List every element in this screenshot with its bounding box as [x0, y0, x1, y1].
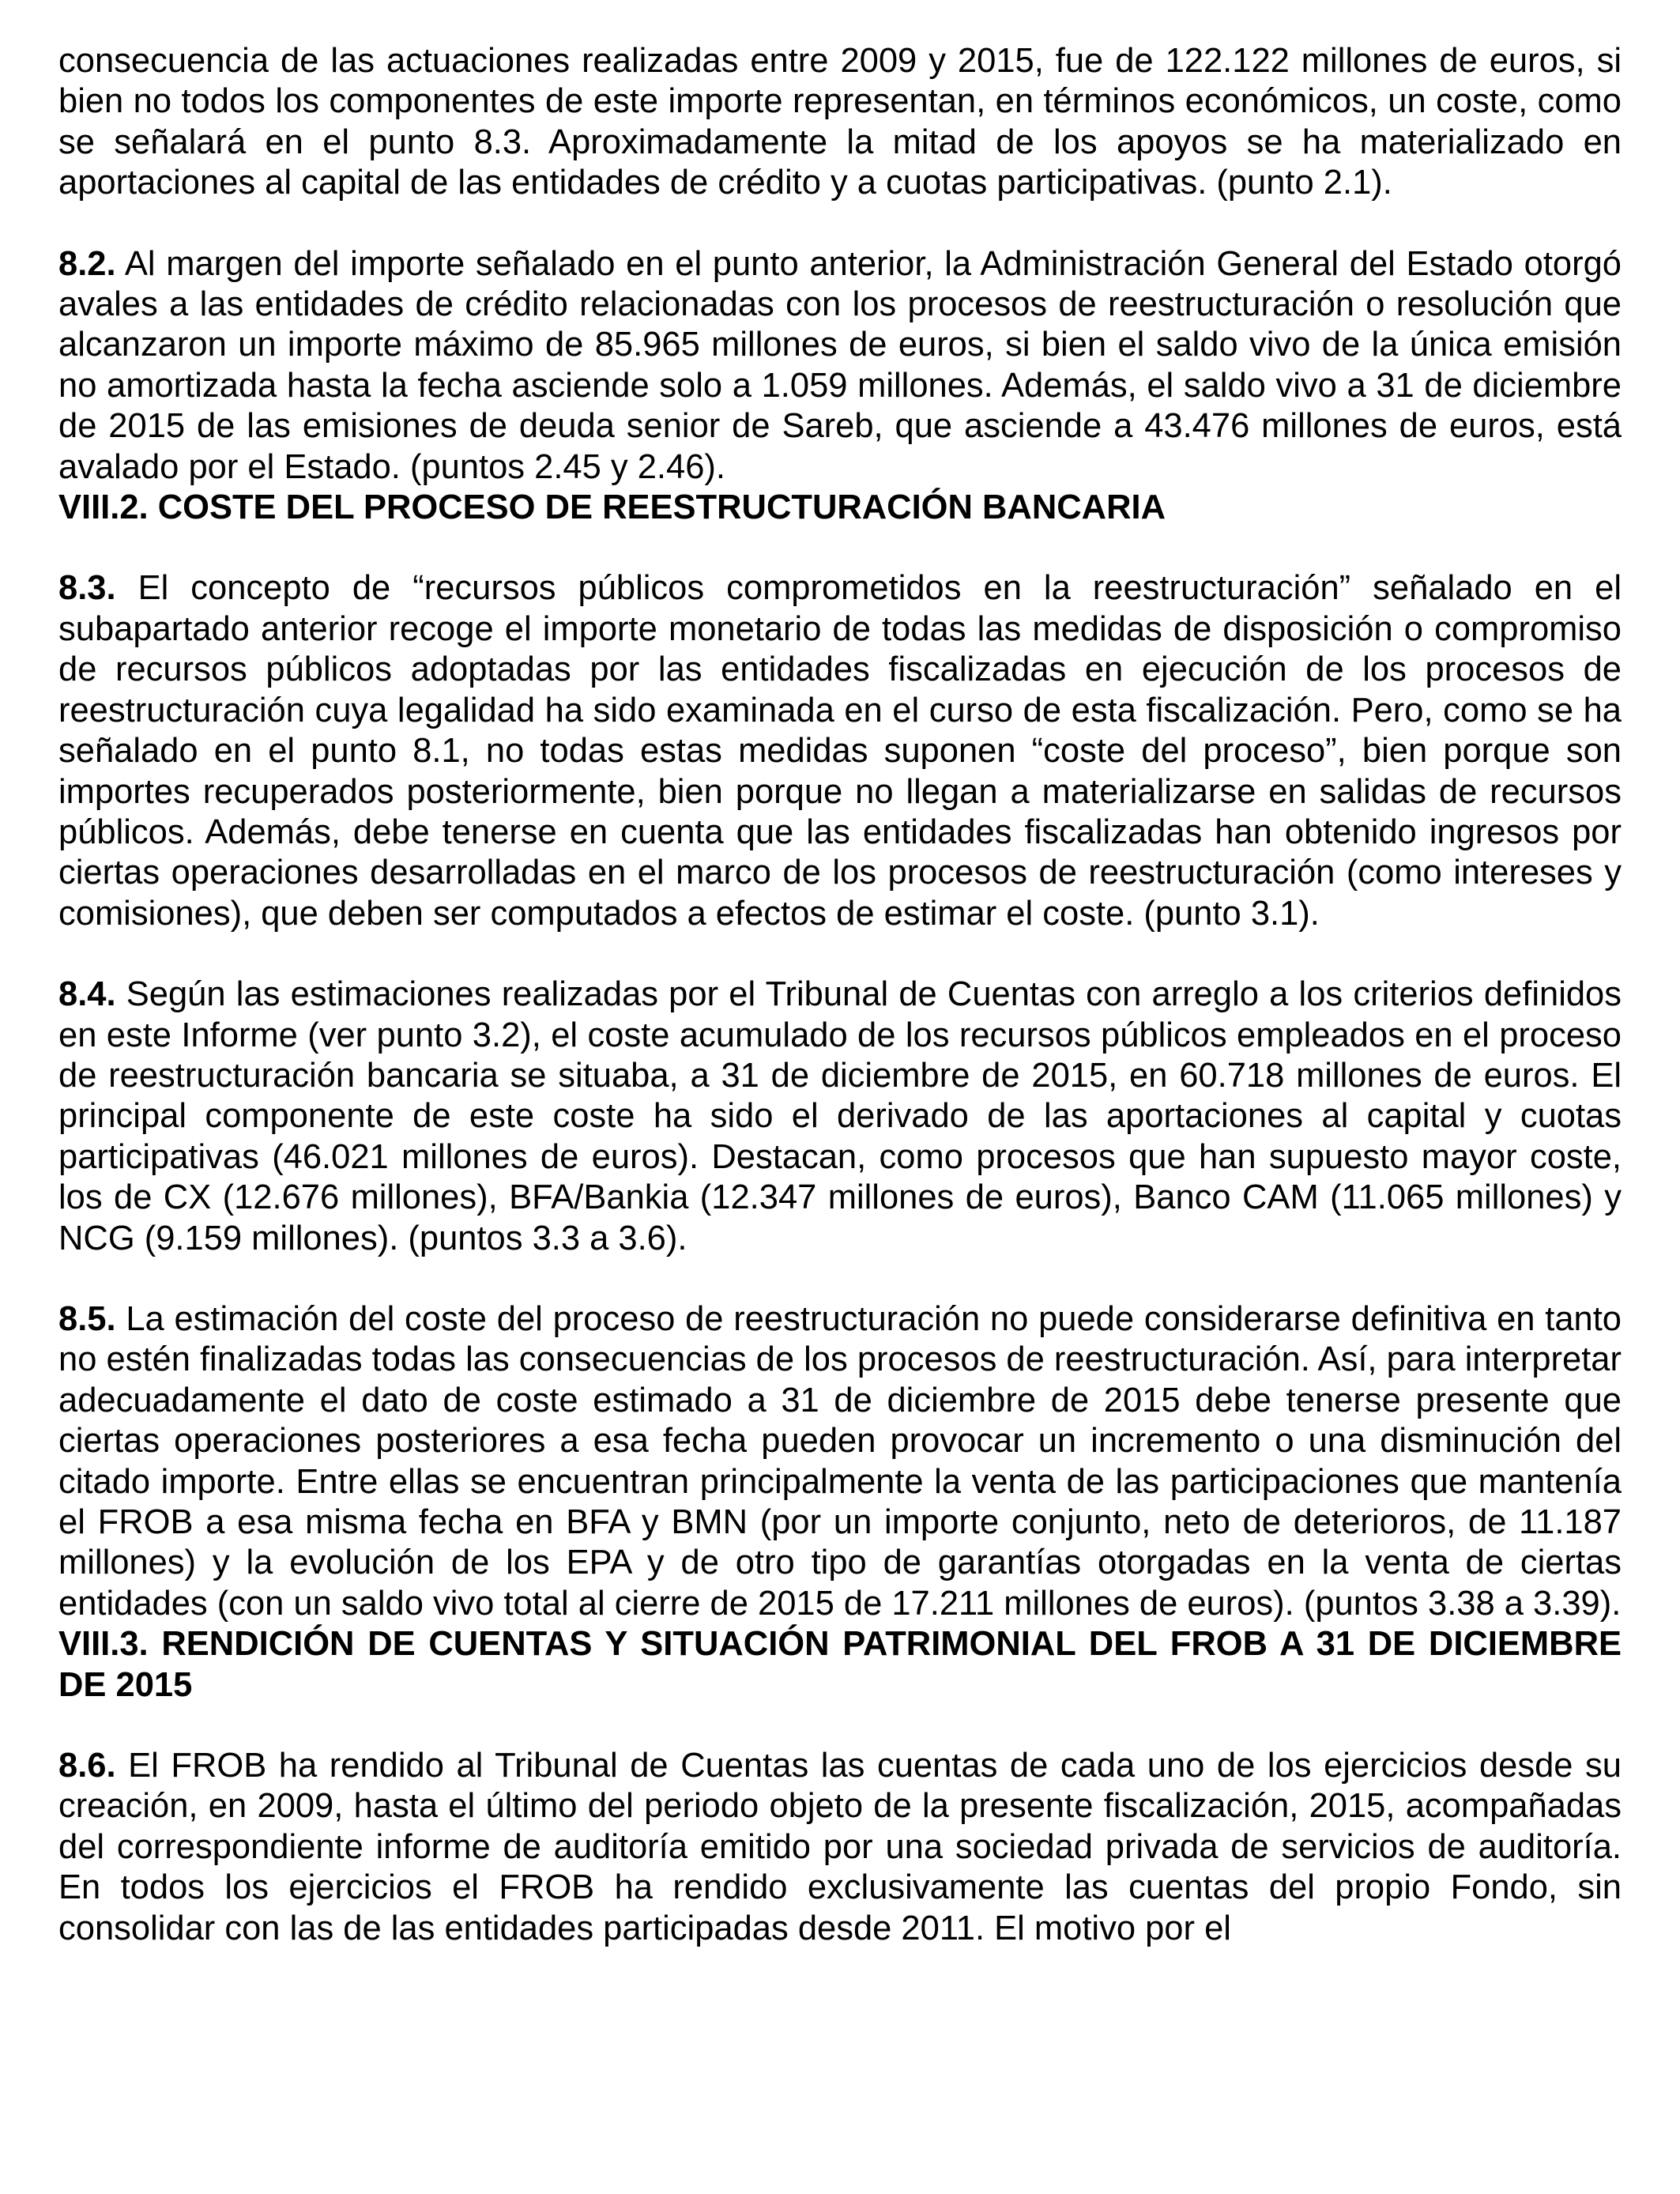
paragraph-8-4	[58, 974, 1622, 1259]
paragraph-text: Según las estimaciones realizadas por el Tribunal de Cuentas con arreglo a los criterios definidos en este Informe (ver punto 3.2), el coste acumulado de los recursos públicos empleados en el proceso de reestructuración bancaria se situaba, a 31 de diciembre de 2015, en 60.718 millones de euros. El principal componente de este coste ha sido el derivado de las aportaciones al capital y cuotas participativas (46.021 millones de euros). Destacan, como procesos que han supuesto mayor coste, los de CX (12.676 millones), BFA/Bankia (12.347 millones de euros), Banco CAM (11.065 millones) y NCG (9.159 millones). (puntos 3.3 a 3.6).	[58, 975, 1622, 1257]
paragraph-text: La estimación del coste del proceso de reestructuración no puede considerarse definitiva en tanto no estén finalizadas todas las consecuencias de los procesos de reestructuración. Así, para interpretar adecuadamente el dato de coste estimado a 31 de diciembre de 2015 debe tenerse presente que ciertas operaciones posteriores a esa fecha pueden provocar un incremento o una disminución del citado importe. Entre ellas se encuentran principalmente la venta de las participaciones que mantenía el FROB a esa misma fecha en BFA y BMN (por un importe conjunto, neto de deterioros, de 11.187 millones) y la evolución de los EPA y de otro tipo de garantías otorgadas en la venta de ciertas entidades (con un saldo vivo total al cierre de 2015 de 17.211 millones de euros). (puntos 3.38 a 3.39).	[58, 1299, 1622, 1623]
paragraph-8-5	[58, 1299, 1622, 1624]
paragraph-text: El concepto de “recursos públicos comprometidos en la reestructuración” señalado en el subapartado anterior recoge el importe monetario de todas las medidas de disposición o compromiso de recursos públicos adoptadas por las entidades fiscalizadas en ejecución de los procesos de reestructuración cuya legalidad ha sido examinada en el curso de esta fiscalización. Pero, como se ha señalado en el punto 8.1, no todas estas medidas suponen “coste del proceso”, bien porque son importes recuperados posteriormente, bien porque no llegan a materializarse en salidas de recursos públicos. Además, debe tenerse en cuenta que las entidades fiscalizadas han obtenido ingresos por ciertas operaciones desarrolladas en el marco de los procesos de reestructuración (como intereses y comisiones), que deben ser computados a efectos de estimar el coste. (punto 3.1).	[58, 569, 1622, 933]
section-heading-viii-2: VIII.2. COSTE DEL PROCESO DE REESTRUCTURACIÓN BANCARIA	[58, 488, 1166, 527]
paragraph-number: 8.3.	[58, 569, 116, 608]
paragraph-text: Al margen del importe señalado en el punto anterior, la Administración General del Estado otorgó avales a las entidades de crédito relacionadas con los procesos de reestructuración o resolución que alcanzaron un importe máximo de 85.965 millones de euros, si bien el saldo vivo de la única emisión no amortizada hasta la fecha asciende solo a 1.059 millones. Además, el saldo vivo a 31 de diciembre de 2015 de las emisiones de deuda senior de Sareb, que asciende a 43.476 millones de euros, está avalado por el Estado. (puntos 2.45 y 2.46).	[58, 244, 1622, 486]
paragraph-8-2	[58, 244, 1622, 488]
paragraph-continuation	[58, 41, 1622, 204]
paragraph-number: 8.4.	[58, 975, 116, 1014]
paragraph-number: 8.6.	[58, 1747, 116, 1785]
paragraph-8-3	[58, 568, 1622, 934]
paragraph-number: 8.2.	[58, 244, 116, 283]
paragraph-8-6	[58, 1746, 1622, 1949]
paragraph-text: El FROB ha rendido al Tribunal de Cuentas las cuentas de cada uno de los ejercicios desde su creación, en 2009, hasta el último del periodo objeto de la presente fiscalización, 2015, acompañadas del correspondiente informe de auditoría emitido por una sociedad privada de servicios de auditoría. En todos los ejercicios el FROB ha rendido exclusivamente las cuentas del propio Fondo, sin consolidar con las de las entidades participadas desde 2011. El motivo por el	[58, 1747, 1622, 1947]
section-heading-viii-3: VIII.3. RENDICIÓN DE CUENTAS Y SITUACIÓN PATRIMONIAL DEL FROB A 31 DE DICIEMBRE DE 2015	[58, 1625, 1622, 1704]
paragraph-text: consecuencia de las actuaciones realizadas entre 2009 y 2015, fue de 122.122 millones de euros, si bien no todos los componentes de este importe representan, en términos económicos, un coste, como se señalará en el punto 8.3. Aproximadamente la mitad de los apoyos se ha materializado en aportaciones al capital de las entidades de crédito y a cuotas participativas. (punto 2.1).	[58, 42, 1622, 202]
paragraph-number: 8.5.	[58, 1299, 116, 1338]
